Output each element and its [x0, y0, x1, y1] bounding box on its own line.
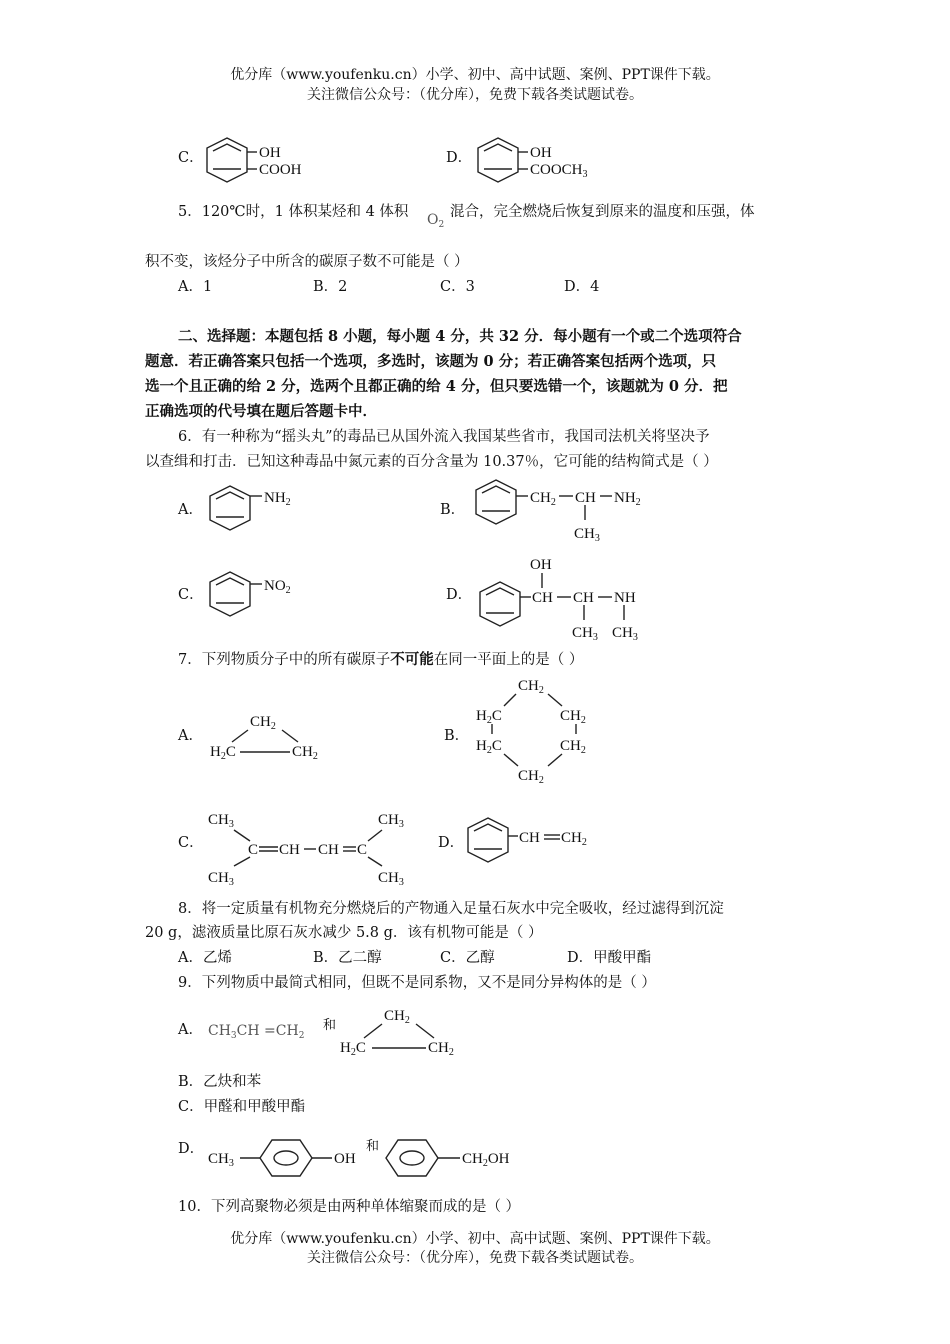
- svg-text:CH2: $CH_2$: [250, 714, 276, 732]
- q9-d-oh: OH: [334, 1151, 356, 1167]
- svg-text:CH2: $CH_2$: [560, 708, 586, 726]
- q9-d-and: 和: [366, 1138, 380, 1153]
- q6-a-aniline-structure: [208, 484, 318, 534]
- svg-text:CH2OH: $CH_2OH$: [462, 1151, 510, 1169]
- q8-option-a: A．乙烯: [178, 950, 232, 966]
- q9-option-d-label: D．: [178, 1141, 205, 1157]
- q6-option-b-label: B．: [440, 502, 466, 518]
- q6-d-ch: CH: [532, 590, 553, 606]
- q5-stem-a: 5．120℃时，1 体积某烃和 4 体积: [178, 204, 409, 220]
- header-line-2: 关注微信公众号：（优分库），免费下载各类试题试卷。: [307, 87, 643, 103]
- q9-option-a-label: A．: [178, 1022, 203, 1038]
- svg-text:CH2: $CH_2$: [561, 830, 587, 848]
- q7-stem-emphasis: 不可能: [390, 651, 434, 668]
- section2-line-3: 选一个且正确的给 2 分，选两个且都正确的给 4 分，但只要选错一个，该题就为 0 分．把: [145, 378, 728, 395]
- svg-text:C: C: [357, 842, 368, 858]
- q6-line-1: 6．有一种称为“摇头丸”的毒品已从国外流入我国某些省市，我国司法机关将坚决予: [178, 429, 710, 445]
- q6-b-ch: CH: [575, 490, 596, 506]
- q5-option-a: A．1: [178, 279, 213, 295]
- q7-d-styrene-structure: [466, 816, 606, 868]
- svg-text:NH2: $NH_2$: [614, 490, 641, 508]
- section2-line-2: 题意．若正确答案只包括一个选项，多选时，该题为 0 分；若正确答案包括两个选项，只: [145, 353, 717, 370]
- q4-d-ester-sub: 3: [582, 169, 588, 180]
- q5-o2: $O_2$: [427, 212, 445, 230]
- q9-option-c: C．甲醛和甲酸甲酯: [178, 1099, 306, 1115]
- svg-text:CH3: $CH_3$: [208, 870, 234, 888]
- q8-line-2: 20 g，滤液质量比原石灰水减少 5.8 g．该有机物可能是（ ）: [145, 925, 543, 941]
- q7-b-cyclohexane-structure: [474, 672, 604, 792]
- q4-c-oh: OH: [259, 145, 281, 161]
- svg-text:NH2: $NH_2$: [264, 490, 291, 508]
- q7-option-a-label: A．: [178, 728, 203, 744]
- q6-d-nh: NH: [614, 590, 636, 606]
- q10-stem: 10．下列高聚物必须是由两种单体缩聚而成的是（ ）: [178, 1199, 521, 1215]
- svg-text:CH3: $CH_3$: [612, 625, 638, 643]
- svg-text:CH3: $CH_3$: [572, 625, 598, 643]
- q6-b-ch3: CH: [574, 526, 595, 542]
- header-line-1: 优分库（www.youfenku.cn）小学、初中、高中试题、案例、PPT课件下载。: [230, 67, 720, 83]
- svg-text:CH2: $CH_2$: [560, 738, 586, 756]
- q9-a-and: 和: [323, 1018, 337, 1033]
- q6-a-nh2: NH: [264, 490, 286, 506]
- svg-text:COOCH3: [530, 162, 588, 180]
- svg-text:CH3: $CH_3$: [208, 812, 234, 830]
- q7-a-cyclopropane-structure: [210, 708, 330, 764]
- svg-text:H2C: $H_2C$: [476, 708, 502, 726]
- q8-line-1: 8．将一定质量有机物充分燃烧后的产物通入足量石灰水中完全吸收，经过滤得到沉淀: [178, 901, 724, 917]
- q4-option-c-label: C．: [178, 150, 204, 166]
- q5-option-c: C．3: [440, 279, 475, 295]
- q6-d-ch2: CH: [573, 590, 594, 606]
- q6-d-ch3b: CH: [612, 625, 633, 641]
- svg-text:CH: CH: [318, 842, 339, 858]
- footer-line-2: 关注微信公众号：（优分库），免费下载各类试题试卷。: [307, 1250, 643, 1266]
- q6-d-ch3a: CH: [572, 625, 593, 641]
- q6-d-oh: OH: [530, 557, 552, 573]
- svg-text:CH: CH: [279, 842, 300, 858]
- q5-option-b: B．2: [313, 279, 348, 295]
- q7-option-c-label: C．: [178, 835, 204, 851]
- q7-option-b-label: B．: [444, 728, 470, 744]
- q8-option-d: D．甲酸甲酯: [567, 950, 652, 966]
- q6-option-d-label: D．: [446, 587, 473, 603]
- q6-c-nitrobenzene-structure: [208, 570, 318, 620]
- svg-text:CH2: $CH_2$: [518, 678, 544, 696]
- section2-line-4: 正确选项的代号填在题后答题卡中．: [145, 403, 377, 420]
- svg-text:CH3: $CH_3$: [378, 870, 404, 888]
- q9-d-ch3: CH: [208, 1151, 229, 1167]
- svg-text:CH2: $CH_2$: [292, 744, 318, 762]
- q6-b-amphetamine-structure: [474, 478, 674, 548]
- q7-option-d-label: D．: [438, 835, 465, 851]
- q4-d-methyl-salicylate-structure: [476, 136, 606, 191]
- q9-d-cresol-benzyl-alcohol-structures: [208, 1132, 538, 1178]
- q6-option-a-label: A．: [178, 502, 203, 518]
- q9-d-ch2oh: CH: [462, 1151, 483, 1167]
- footer-line-1: 优分库（www.youfenku.cn）小学、初中、高中试题、案例、PPT课件下载。: [230, 1231, 720, 1247]
- q6-line-2: 以查缉和打击．已知这种毒品中氮元素的百分含量为 10.37％，它可能的结构简式是（ ）: [145, 454, 718, 470]
- q7-d-ch: CH: [519, 830, 540, 846]
- q9-option-b: B．乙炔和苯: [178, 1074, 262, 1090]
- q5-option-d: D．4: [564, 279, 600, 295]
- q7-d-ch2: CH: [561, 830, 582, 846]
- q4-c-salicylic-acid-structure: [205, 136, 325, 191]
- q9-a-propene-formula: $CH_3CH =CH_2$: [208, 1023, 305, 1041]
- svg-text:CH3: $CH_3$: [378, 812, 404, 830]
- q9-stem: 9．下列物质中最简式相同，但既不是同系物，又不是同分异构体的是（ ）: [178, 975, 656, 991]
- svg-text:CH3: $CH_3$: [208, 1151, 234, 1169]
- q9-a-cyclopropane-structure: [338, 1002, 468, 1062]
- q6-c-no2: NO: [264, 578, 286, 594]
- svg-text:NO2: $NO_2$: [264, 578, 291, 596]
- svg-text:H2C: $H_2C$: [476, 738, 502, 756]
- svg-text:H2C: $H_2C$: [340, 1040, 366, 1058]
- svg-text:CH2: $CH_2$: [530, 490, 556, 508]
- q4-option-d-label: D．: [446, 150, 473, 166]
- q4-d-ester: COOCH: [530, 162, 583, 178]
- q7-c-diene-structure: [208, 808, 418, 888]
- q6-b-ch2: CH: [530, 490, 551, 506]
- svg-text:C: C: [248, 842, 259, 858]
- svg-text:CH2: $CH_2$: [384, 1008, 410, 1026]
- q4-d-oh: OH: [530, 145, 552, 161]
- svg-text:CH3: $CH_3$: [574, 526, 600, 544]
- q8-option-b: B．乙二醇: [313, 950, 382, 966]
- q6-d-ephedrine-structure: [478, 552, 678, 644]
- q8-option-c: C．乙醇: [440, 950, 495, 966]
- q6-option-c-label: C．: [178, 587, 204, 603]
- section2-line-1: 二、选择题：本题包括 8 小题，每小题 4 分，共 32 分．每小题有一个或二个选项符合: [178, 328, 742, 345]
- q4-c-cooh: COOH: [259, 162, 302, 178]
- q5-stem-b: 混合，完全燃烧后恢复到原来的温度和压强，体: [450, 204, 755, 220]
- svg-text:CH2: $CH_2$: [518, 768, 544, 786]
- q6-b-nh2: NH: [614, 490, 636, 506]
- svg-text:H2C: $H_2C$: [210, 744, 236, 762]
- svg-text:CH2: $CH_2$: [428, 1040, 454, 1058]
- q5-stem-c: 积不变，该烃分子中所含的碳原子数不可能是（ ）: [145, 254, 469, 270]
- q7-stem: 7．下列物质分子中的所有碳原子不可能在同一平面上的是（ ）: [178, 651, 584, 668]
